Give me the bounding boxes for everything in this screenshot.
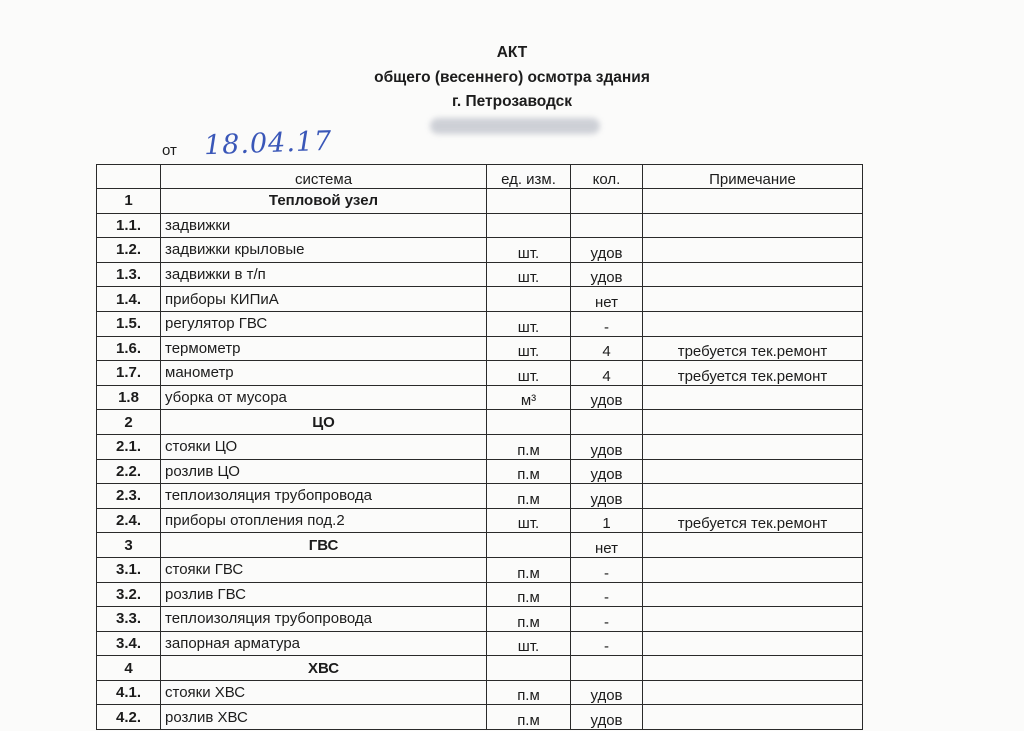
row-unit: п.м	[487, 557, 571, 582]
row-system-name: стояки ГВС	[161, 557, 487, 582]
row-system-name: термометр	[161, 336, 487, 361]
row-quantity: удов	[571, 680, 643, 705]
row-note	[643, 385, 863, 410]
table-row	[97, 238, 863, 263]
row-note	[643, 484, 863, 509]
row-number: 1.2.	[97, 238, 161, 263]
row-quantity: нет	[571, 287, 643, 312]
table-row	[97, 484, 863, 509]
document-subtitle: общего (весеннего) осмотра здания	[374, 69, 650, 86]
date-label: от	[162, 142, 177, 159]
row-system-name: приборы отопления под.2	[161, 508, 487, 533]
column-header-unit: ед. изм.	[487, 165, 571, 189]
row-number: 1.6.	[97, 336, 161, 361]
row-note	[643, 459, 863, 484]
table-row	[97, 680, 863, 705]
column-header-system: система	[161, 165, 487, 189]
row-unit	[487, 656, 571, 681]
row-system-name: теплоизоляция трубопровода	[161, 607, 487, 632]
row-note	[643, 705, 863, 730]
row-unit: п.м	[487, 680, 571, 705]
table-row	[97, 631, 863, 656]
row-system-name: запорная арматура	[161, 631, 487, 656]
row-note	[643, 434, 863, 459]
table-row	[97, 557, 863, 582]
row-number: 3	[97, 533, 161, 558]
row-quantity	[571, 410, 643, 435]
row-number: 1.3.	[97, 262, 161, 287]
row-unit: шт.	[487, 238, 571, 263]
table-row	[97, 361, 863, 386]
row-unit: шт.	[487, 508, 571, 533]
row-quantity: нет	[571, 533, 643, 558]
table-header-row	[97, 165, 863, 189]
section-row	[97, 189, 863, 214]
inspection-table	[96, 164, 863, 730]
row-number: 4.2.	[97, 705, 161, 730]
handwritten-date: 18.04.17	[203, 125, 333, 162]
row-quantity: -	[571, 607, 643, 632]
row-unit: п.м	[487, 459, 571, 484]
row-note	[643, 607, 863, 632]
table-row	[97, 582, 863, 607]
row-number: 2.3.	[97, 484, 161, 509]
row-note	[643, 680, 863, 705]
row-unit	[487, 533, 571, 558]
row-note	[643, 533, 863, 558]
row-quantity	[571, 213, 643, 238]
row-number: 1.8	[97, 385, 161, 410]
row-quantity: -	[571, 582, 643, 607]
document-city: г. Петрозаводск	[451, 93, 573, 110]
row-quantity: удов	[571, 434, 643, 459]
column-header-qty: кол.	[571, 165, 643, 189]
row-quantity: 1	[571, 508, 643, 533]
row-quantity	[571, 656, 643, 681]
row-quantity: -	[571, 631, 643, 656]
row-number: 2.2.	[97, 459, 161, 484]
table-row	[97, 459, 863, 484]
row-note	[643, 287, 863, 312]
row-note	[643, 213, 863, 238]
row-unit: шт.	[487, 311, 571, 336]
row-system-name: манометр	[161, 361, 487, 386]
table-row	[97, 213, 863, 238]
table-row	[97, 607, 863, 632]
row-note	[643, 582, 863, 607]
row-system-name: стояки ХВС	[161, 680, 487, 705]
row-note	[643, 262, 863, 287]
row-unit: м³	[487, 385, 571, 410]
row-note	[643, 656, 863, 681]
row-number: 2	[97, 410, 161, 435]
section-row	[97, 410, 863, 435]
row-note	[643, 410, 863, 435]
row-quantity: удов	[571, 262, 643, 287]
row-quantity: 4	[571, 361, 643, 386]
row-unit	[487, 410, 571, 435]
table-row	[97, 508, 863, 533]
section-row	[97, 533, 863, 558]
row-system-name: розлив ХВС	[161, 705, 487, 730]
row-number: 2.1.	[97, 434, 161, 459]
document-title: АКТ	[496, 44, 528, 61]
table-row	[97, 385, 863, 410]
table-row	[97, 434, 863, 459]
row-unit: п.м	[487, 582, 571, 607]
section-row	[97, 656, 863, 681]
row-number: 1.4.	[97, 287, 161, 312]
row-number: 1.1.	[97, 213, 161, 238]
row-system-name: Тепловой узел	[161, 189, 487, 214]
row-number: 3.1.	[97, 557, 161, 582]
redacted-document-number	[430, 118, 600, 134]
row-system-name: ЦО	[161, 410, 487, 435]
row-system-name: розлив ГВС	[161, 582, 487, 607]
row-system-name: ХВС	[161, 656, 487, 681]
row-quantity: удов	[571, 705, 643, 730]
row-number: 3.2.	[97, 582, 161, 607]
table-row	[97, 311, 863, 336]
table-row	[97, 287, 863, 312]
table-row	[97, 262, 863, 287]
row-number: 1.7.	[97, 361, 161, 386]
row-note: требуется тек.ремонт	[643, 508, 863, 533]
row-quantity: 4	[571, 336, 643, 361]
row-note: требуется тек.ремонт	[643, 336, 863, 361]
row-quantity: удов	[571, 459, 643, 484]
row-quantity: удов	[571, 385, 643, 410]
table-row	[97, 336, 863, 361]
row-number: 1.5.	[97, 311, 161, 336]
row-system-name: стояки ЦО	[161, 434, 487, 459]
column-header-num	[97, 165, 161, 189]
row-unit: шт.	[487, 262, 571, 287]
row-system-name: ГВС	[161, 533, 487, 558]
row-unit	[487, 213, 571, 238]
row-note	[643, 311, 863, 336]
row-note	[643, 631, 863, 656]
row-system-name: задвижки крыловые	[161, 238, 487, 263]
row-number: 3.3.	[97, 607, 161, 632]
row-unit: п.м	[487, 705, 571, 730]
row-unit: п.м	[487, 484, 571, 509]
row-number: 2.4.	[97, 508, 161, 533]
row-unit: п.м	[487, 434, 571, 459]
row-system-name: уборка от мусора	[161, 385, 487, 410]
row-quantity	[571, 189, 643, 214]
column-header-note: Примечание	[643, 165, 863, 189]
table-row	[97, 705, 863, 730]
row-quantity: удов	[571, 238, 643, 263]
row-unit	[487, 287, 571, 312]
row-system-name: розлив ЦО	[161, 459, 487, 484]
row-quantity: -	[571, 311, 643, 336]
row-number: 4.1.	[97, 680, 161, 705]
row-note	[643, 238, 863, 263]
row-system-name: теплоизоляция трубопровода	[161, 484, 487, 509]
row-system-name: задвижки в т/п	[161, 262, 487, 287]
row-note	[643, 189, 863, 214]
row-unit: шт.	[487, 361, 571, 386]
row-note	[643, 557, 863, 582]
row-system-name: задвижки	[161, 213, 487, 238]
row-unit: п.м	[487, 607, 571, 632]
row-unit: шт.	[487, 336, 571, 361]
row-quantity: -	[571, 557, 643, 582]
row-system-name: приборы КИПиА	[161, 287, 487, 312]
row-unit	[487, 189, 571, 214]
row-quantity: удов	[571, 484, 643, 509]
row-number: 3.4.	[97, 631, 161, 656]
row-number: 4	[97, 656, 161, 681]
row-note: требуется тек.ремонт	[643, 361, 863, 386]
row-number: 1	[97, 189, 161, 214]
row-system-name: регулятор ГВС	[161, 311, 487, 336]
row-unit: шт.	[487, 631, 571, 656]
